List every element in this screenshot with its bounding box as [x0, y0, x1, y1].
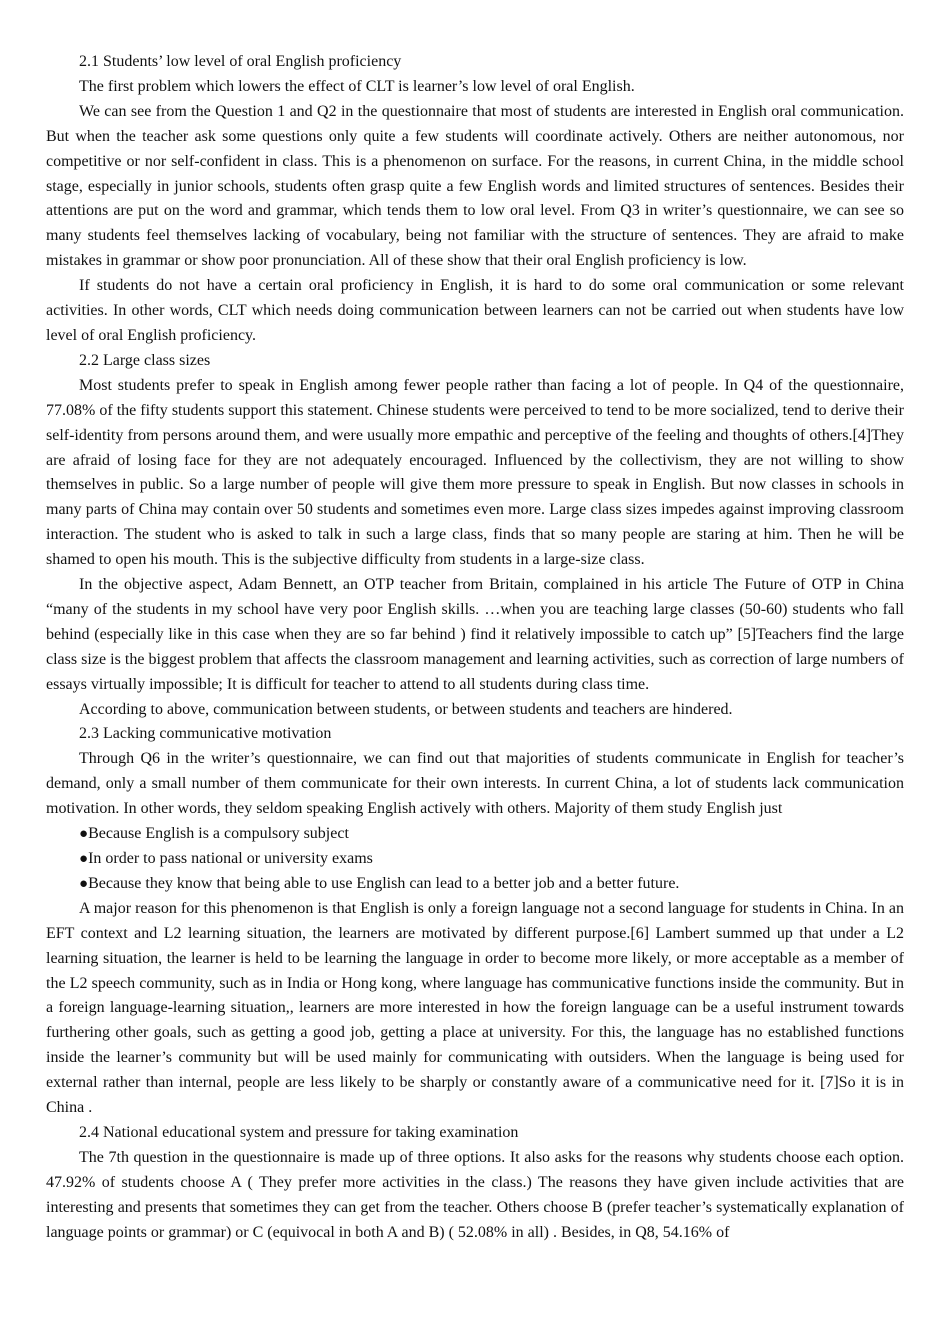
paragraph: Most students prefer to speak in English among fewer people rather than facing a lot of people. In Q4 of the questionnaire, 77.08% of the fifty students support this statement. Chinese students were perceived to tend to be more socialized, tend to derive their self-identity from persons around them, and were usually more empathic and perceptive of the feeling and thoughts of others.[4]They are afraid of losing face for they are not adequately encouraged. Influenced by the collectivism, they are not willing to show themselves in public. So a large number of people will give them more pressure to speak in English. But now classes in schools in many parts of China may contain over 50 students and sometimes even more. Large class sizes impedes against improving classroom interaction. The student who is asked to talk in such a large class, finds that so many people are staring at him. Then he will be shamed to open his mouth. This is the subjective difficulty from students in a large-size class. — [46, 376, 904, 569]
paragraph: Through Q6 in the writer’s questionnaire, we can find out that majorities of students communicate in English for teacher’s demand, only a small number of them communicate for their own interests. In current China, a lot of students lack communication motivation. In other words, they seldom speaking English actively with others. Majority of them study English just — [46, 750, 904, 818]
bullet-item — [46, 822, 904, 847]
section-heading-2-3: 2.3 Lacking communicative motivation — [79, 725, 332, 743]
bullet-item — [46, 872, 904, 897]
bullet-text: In order to pass national or university exams — [88, 850, 373, 867]
paragraph: If students do not have a certain oral proficiency in English, it is hard to do some oral communication or some relevant activities. In other words, CLT which needs doing communication between learners can not be carried out when students have low level of oral English proficiency. — [46, 277, 904, 344]
paragraph: In the objective aspect, Adam Bennett, an OTP teacher from Britain, complained in his article The Future of OTP in China “many of the students in my school have very poor English skills. …when you are teaching large classes (50-60) students who fall behind (especially like in this case when they are so far behind ) find it relatively impossible to catch up” [5]Teachers find the large class size is the biggest problem that affects the classroom management and learning activities, such as correction of large numbers of essays virtually impossible; It is difficult for teacher to attend to all students during class time. — [46, 576, 904, 693]
document-page — [46, 50, 904, 1246]
paragraph: The first problem which lowers the effect of CLT is learner’s low level of oral English. — [79, 77, 635, 95]
section-heading-2-1: 2.1 Students’ low level of oral English proficiency — [79, 53, 402, 70]
bullet-icon: ● — [79, 851, 89, 867]
bullet-icon: ● — [79, 826, 89, 843]
section-heading-2-4: 2.4 National educational system and pressure for taking examination — [79, 1123, 519, 1141]
section-heading-2-2: 2.2 Large class sizes — [79, 351, 211, 369]
bullet-text: Because English is a compulsory subject — [88, 825, 349, 843]
paragraph: We can see from the Question 1 and Q2 in the questionnaire that most of students are interested in English oral communication. But when the teacher ask some questions only quite a few students will coordinate actively. Others are neither autonomous, nor competitive or nor self-confident in class. This is a phenomenon on surface. For the reasons, in current China, in the middle school stage, especially in junior schools, students often grasp quite a few English words and limited structures of sentences. Besides their attentions are put on the word and grammar, which tends them to low oral level. From Q3 in writer’s questionnaire, we can see so many students feel themselves lacking of vocabulary, being not familiar with the structure of sentences. They are afraid to make mistakes in grammar or show poor pronunciation. All of these show that their oral English proficiency is low. — [46, 102, 904, 270]
bullet-item — [46, 847, 904, 872]
paragraph: According to above, communication between students, or between students and teachers are hindered. — [79, 700, 733, 718]
bullet-icon: ● — [79, 875, 89, 892]
paragraph: A major reason for this phenomenon is that English is only a foreign language not a second language for students in China. In an EFT context and L2 learning situation, the learners are motivated by different purpose.[6] Lambert summed up that under a L2 learning situation, the learner is held to be learning the language in order to become more likely, or more acceptable as a member of the L2 speech community, such as in India or Hong kong, where language has communicative functions inside the community. But in a foreign language-learning situation,, learners are more interested in how the foreign language can be a useful instrument towards furthering other goals, such as getting a good job, getting a place at university. For this, the language has no established functions inside the learner’s community but will be used mainly for communicating with outsiders. When the language is being used for external rather than internal, people are less likely to be sharply or constantly aware of a communicative need for it. [7]So it is in China . — [46, 899, 904, 1117]
paragraph: The 7th question in the questionnaire is made up of three options. It also asks for the reasons why students choose each option. 47.92% of students choose A ( They prefer more activities in the class.) The reasons they have given include activities that are interesting and presents that sometimes they can get from the teacher. Others choose B (prefer teacher’s systematically explanation of language points or grammar) or C (equivocal in both A and B) ( 52.08% in all) . Besides, in Q8, 54.16% of — [46, 1148, 904, 1241]
bullet-text: Because they know that being able to use English can lead to a better job and a better future. — [88, 874, 680, 892]
